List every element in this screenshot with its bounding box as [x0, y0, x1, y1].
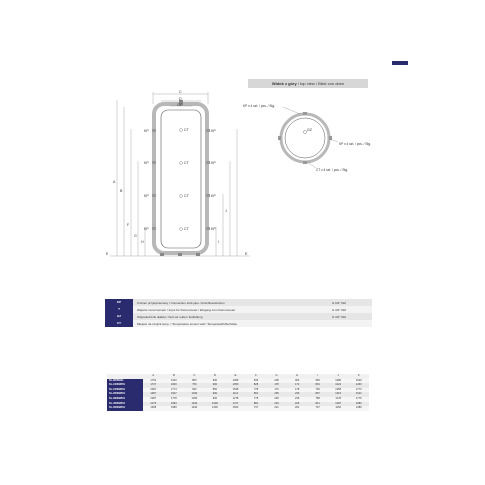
table-cell: 1152	[335, 406, 341, 410]
kp-stub	[152, 161, 156, 164]
model-code: SL-2000W/01	[107, 392, 143, 397]
table-cell: 737	[253, 406, 259, 410]
table-header-cell: G	[275, 374, 278, 377]
table-cell: 236	[294, 396, 300, 400]
table-cell: 1993	[170, 401, 177, 405]
kp-label: KP	[144, 129, 149, 133]
ct-label: CT	[184, 194, 189, 198]
table-cell: 1315	[335, 392, 342, 396]
legend-size: G 3/4" WZ	[332, 307, 346, 312]
ct-label: CT	[184, 128, 189, 132]
table-row	[107, 406, 369, 411]
tank-top-view	[278, 112, 332, 164]
table-cell: 1050	[232, 383, 239, 387]
top-view-ct-label: CT x 4 szt. / pcs. / Stg.	[316, 168, 349, 172]
top-view-stub	[303, 161, 307, 164]
table-cell: 236	[294, 392, 300, 396]
kp-stub	[152, 194, 156, 197]
table-cell: 1997	[150, 392, 157, 396]
kp-label: KP	[144, 161, 149, 165]
dim-gz-label: GZ	[177, 103, 182, 107]
table-cell: 1050	[191, 396, 198, 400]
table-cell: 1683	[355, 401, 362, 405]
legend-row	[105, 299, 372, 306]
table-cell: 1114	[232, 392, 239, 396]
model-code: SL-5000W/01	[107, 406, 143, 411]
ct-label: CT	[184, 227, 189, 231]
table-cell: 1200	[212, 406, 218, 410]
table-cell: 1080	[335, 378, 342, 382]
table-cell: 900	[212, 392, 218, 396]
dim-j-label: J	[225, 209, 227, 213]
tank-foot	[160, 253, 164, 256]
table-cell: 900	[212, 383, 218, 387]
table-header-cell: D	[213, 374, 216, 377]
table-cell: 1024	[335, 383, 342, 387]
top-view-title-rest: / top view / Blick von oben	[296, 81, 345, 86]
table-cell: 1600	[170, 383, 177, 387]
table-header-cell: B	[172, 374, 175, 377]
table-cell: 1068	[232, 378, 239, 382]
table-cell: 2176	[150, 401, 157, 405]
kp-label: KP	[211, 227, 216, 231]
table-cell: 736	[315, 387, 320, 391]
table-cell: 221	[274, 406, 279, 410]
kp-stub	[206, 129, 210, 132]
table-cell: 850	[192, 378, 197, 382]
table-header-cell: H	[296, 374, 299, 377]
dim-e-right-label: E	[245, 252, 248, 256]
dimension-table	[107, 374, 369, 411]
table-cell: 1774	[170, 387, 177, 391]
top-view-stub	[303, 112, 307, 115]
table-cell: 1520	[355, 378, 362, 382]
kp-label: KP	[144, 194, 149, 198]
model-code: SL-4000W/01	[107, 402, 143, 407]
table-header-cell: C	[193, 374, 196, 377]
table-cell: 758	[315, 396, 320, 400]
kp-label: KP	[211, 161, 216, 165]
dim-e-label: E	[106, 252, 109, 256]
ct-point	[180, 162, 183, 165]
table-cell: 1287	[335, 401, 342, 405]
dim-h-label: H	[141, 240, 144, 244]
connection-legend	[105, 299, 372, 327]
table-cell: 226	[294, 401, 300, 405]
table-cell: 778	[253, 396, 259, 400]
top-view-inner	[285, 118, 325, 158]
kp-stub	[152, 129, 156, 132]
tank-foot	[178, 253, 182, 256]
table-cell: 2287	[150, 396, 157, 400]
dim-f-label: F	[127, 223, 130, 227]
top-view-kp-top-label: KP x 4 szt. / pcs. / Stg.	[243, 104, 276, 108]
table-cell: 750	[192, 383, 197, 387]
table-cell: 845	[253, 378, 259, 382]
table-cell: 172	[294, 383, 300, 387]
ct-point	[180, 129, 183, 132]
table-cell: 1762	[150, 378, 157, 382]
table-cell: 176	[274, 387, 279, 391]
ct-point	[180, 228, 183, 231]
table-header-cell: E	[234, 374, 237, 377]
kp-label: KP	[144, 227, 149, 231]
legend-size: G 6/4" WZ	[332, 300, 346, 305]
kp-stub	[206, 227, 210, 230]
table-cell: 1989	[170, 406, 177, 410]
table-cell: 821	[315, 401, 320, 405]
table-cell: 690	[212, 378, 218, 382]
top-view-stub	[278, 136, 281, 140]
kp-stub	[152, 227, 156, 230]
kp-label: KP	[211, 129, 216, 133]
table-cell: 737	[315, 406, 320, 410]
model-code: SL-3000W/01	[107, 397, 143, 402]
table-cell: 1538	[232, 387, 239, 391]
dim-i-label: I	[218, 240, 219, 244]
table-header-cell: A	[152, 374, 155, 377]
table-cell: 1389	[355, 406, 362, 410]
table-cell: 1527	[170, 392, 177, 396]
top-view-title-bold: Widok z góry	[271, 81, 297, 86]
ct-point	[180, 195, 183, 198]
table-cell: 778	[253, 387, 259, 391]
table-header-cell: F	[255, 374, 257, 377]
top-view-stub	[329, 136, 332, 140]
table-cell: 1160	[191, 401, 198, 405]
table-cell: 900	[192, 387, 197, 391]
table-cell: 1178	[335, 396, 341, 400]
table-cell: 178	[274, 383, 279, 387]
top-view-gz-label: GZ	[307, 128, 312, 132]
table-cell: 1030	[191, 392, 198, 396]
table-cell: 1490	[191, 406, 198, 410]
table-header-cell: J	[337, 374, 339, 377]
legend-code: GZ	[105, 313, 133, 320]
legend-row	[105, 320, 372, 327]
table-cell: 897	[315, 392, 320, 396]
table-cell: 1778	[170, 396, 177, 400]
dim-b-label: B	[120, 189, 123, 193]
legend-desc: Króciec przyłączeniowy / Connection stub pipe / Anschlussstutzen	[137, 300, 225, 305]
dim-c-label: C	[179, 90, 182, 94]
tank-foot	[196, 253, 200, 256]
kp-stub	[206, 161, 210, 164]
table-cell: 204	[274, 401, 279, 405]
table-cell: 665	[315, 378, 320, 382]
legend-row	[105, 313, 372, 320]
table-cell: 850	[212, 387, 218, 391]
table-cell: 881	[253, 401, 259, 405]
legend-desc: Miejsce na czujnik temp. / Temperature sensor well / Temperaturfühlerhülse	[137, 321, 238, 326]
table-cell: 306	[294, 378, 300, 382]
legend-size: G 3/4" WZ	[332, 314, 346, 319]
legend-desc: Odpowietrznik układu / Vent air outlet / Entlüftung	[137, 314, 203, 319]
table-cell: 1773	[355, 387, 362, 391]
legend-code: T	[105, 306, 133, 313]
table-cell: 828	[253, 383, 259, 387]
table-cell: 1523	[232, 406, 239, 410]
table-cell: 1620	[170, 378, 177, 382]
top-view-kp-right-label: KP x 4 szt. / pcs. / Stg.	[339, 142, 372, 146]
model-code: SL-1500W/01	[107, 388, 143, 393]
table-header-cell: I	[317, 374, 319, 377]
table-cell: 1935	[150, 406, 157, 410]
model-code: SL-1000W/01	[107, 383, 143, 388]
model-code: SL-800W/01	[107, 379, 143, 384]
table-cell: 804	[315, 383, 320, 387]
table-cell: 1278	[232, 396, 239, 400]
table-cell: 1000	[212, 401, 218, 405]
table-cell: 1358	[335, 387, 342, 391]
table-cell: 1727	[232, 401, 239, 405]
table-cell: 208	[274, 378, 279, 382]
tank-side-view	[154, 100, 207, 256]
legend-row	[105, 306, 372, 313]
legend-code: CT	[105, 320, 133, 327]
table-cell: 1737	[150, 383, 157, 387]
table-cell: 2097	[150, 387, 157, 391]
table-header-cell: K	[357, 374, 360, 377]
table-cell: 290	[274, 396, 279, 400]
table-cell: 178	[294, 387, 300, 391]
table-cell: 1622	[355, 392, 362, 396]
kp-stub	[206, 194, 210, 197]
table-cell: 891	[253, 392, 259, 396]
table-cell: 1776	[355, 396, 362, 400]
legend-desc: Wejście na termometr / Input for thermometer / Eingang zum thermometer	[137, 307, 236, 312]
table-cell: 201	[294, 406, 300, 410]
dim-g-label: G	[134, 234, 137, 238]
table-cell: 1460	[355, 383, 362, 387]
right-dimensions	[216, 129, 237, 256]
dim-d-label: D	[179, 97, 182, 101]
dim-a-label: A	[113, 180, 116, 184]
kp-label: KP	[211, 194, 216, 198]
table-cell: 900	[212, 396, 218, 400]
legend-code: KP	[105, 299, 133, 306]
ct-label: CT	[184, 161, 189, 165]
table-cell: 295	[274, 392, 279, 396]
